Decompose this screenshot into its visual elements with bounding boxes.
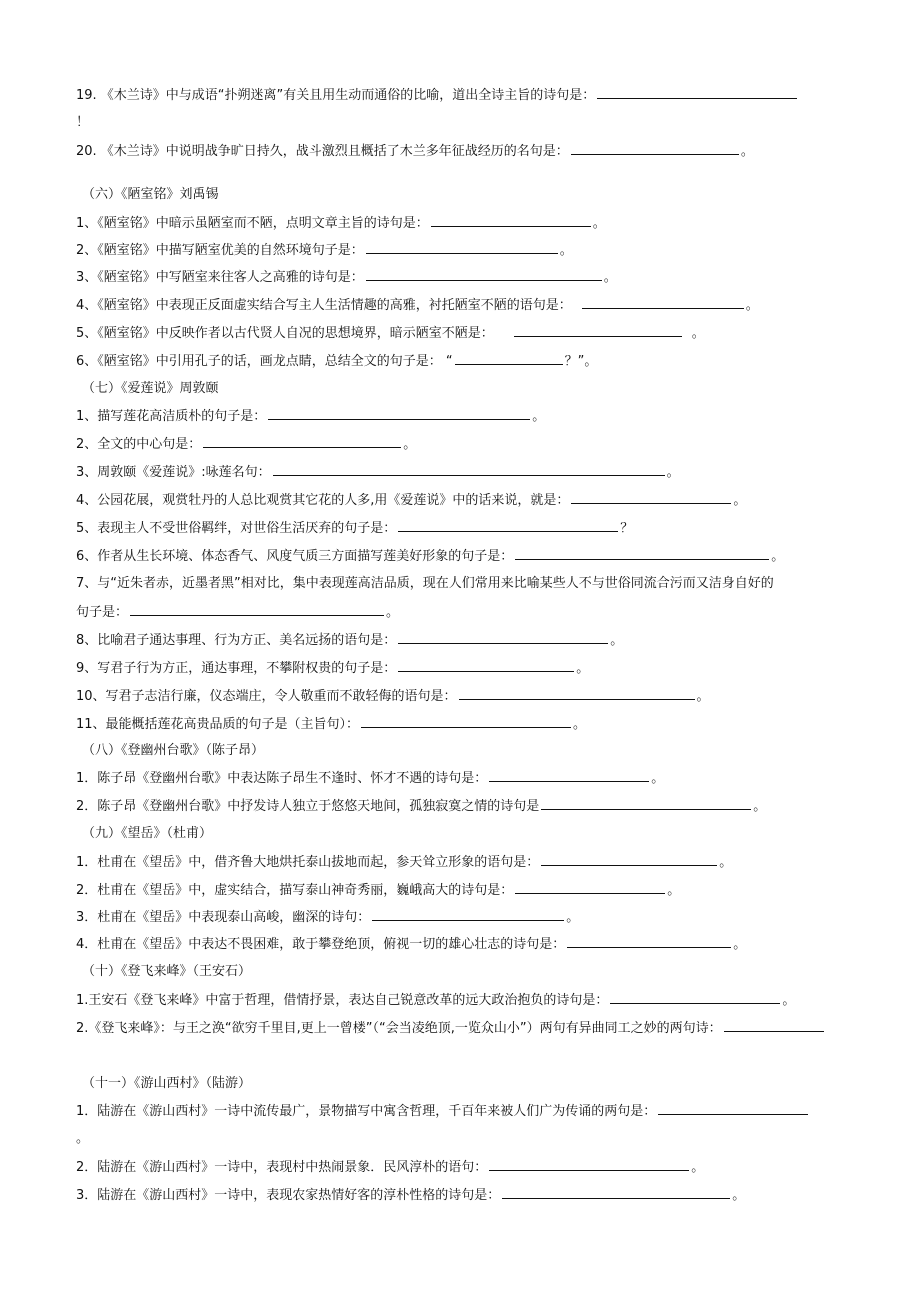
question-item [76,991,795,1010]
question-text: 1．杜甫在《望岳》中，借齐鲁大地烘托泰山拔地而起，参天耸立形象的语句是： [76,855,540,870]
line-end: 。 [740,144,754,159]
question-item [76,603,399,622]
line-end: 。 [403,437,417,452]
question-text: 2、《陋室铭》中描写陋室优美的自然环境句子是： [76,243,364,258]
question-text: 1.王安石《登飞来峰》中富于哲理，借情抒景，表达自己锐意改革的远大政治抱负的诗句是： [76,993,609,1008]
question-item [76,268,617,287]
answer-blank[interactable] [515,881,665,894]
line-end: 。 [603,270,617,285]
section-heading: （七）《爱莲说》周敦颐 [82,381,219,396]
answer-blank[interactable] [372,908,564,921]
line-end: 。 [573,717,587,732]
question-text: 1、《陋室铭》中暗示虽陋室而不陋，点明文章主旨的诗句是： [76,216,429,231]
question-item [76,881,680,900]
line-end: 。 [719,855,733,870]
line-end: 。 [696,689,710,704]
line-end: 。 [532,409,546,424]
line-end: 。 [566,910,580,925]
answer-blank[interactable] [431,214,591,227]
question-text: 6、《陋室铭》中引用孔子的话，画龙点睛，总结全文的句子是： “ [76,354,453,369]
question-text: 19. 《木兰诗》中与成语“扑朔迷离”有关且用生动而通俗的比喻，道出全诗主旨的诗句是： [76,88,596,103]
answer-blank[interactable] [398,659,574,672]
question-item [76,214,606,233]
question-text: 3、周敦颐《爱莲说》:咏莲名句： [76,465,271,480]
question-item [76,575,774,593]
line-end: ？”。 [564,354,598,369]
question-item [76,715,586,734]
question-text: 10、写君子志洁行廉，仪态端庄，令人敬重而不敢轻侮的语句是： [76,689,457,704]
answer-blank[interactable] [398,631,608,644]
question-item [76,769,664,788]
question-text: 4．杜甫在《望岳》中表达不畏困难，敢于攀登绝顶，俯视一切的雄心壮志的诗句是： [76,937,566,952]
question-item [76,1158,704,1177]
answer-blank[interactable] [541,853,717,866]
question-item [76,935,746,954]
line-end: 。 [76,1131,90,1146]
line-end: 。 [691,1160,705,1175]
question-item [76,352,597,371]
question-text: 1．陆游在《游山西村》一诗中流传最广，景物描写中寓含哲理，千百年来被人们广为传诵的两句是： [76,1104,657,1119]
question-item [76,463,680,482]
question-text: 6、作者从生长环境、体态香气、风度气质三方面描写莲美好形象的句子是： [76,549,514,564]
line-end: 。 [666,465,680,480]
question-text: 句子是： [76,605,129,620]
answer-blank[interactable] [268,407,530,420]
question-19-end [76,114,89,132]
question-item [76,853,732,872]
answer-blank[interactable] [724,1019,824,1032]
question-item [76,687,710,706]
question-text: 2.《登飞来峰》：与王之涣“欲穷千里目,更上一曾楼”（“会当凌绝顶,一览众山小”）两句有异曲同工之妙的两句诗： [76,1021,722,1036]
section-heading: （六）《陋室铭》刘禹锡 [82,187,219,202]
line-end: 。 [733,493,747,508]
answer-blank[interactable] [489,1158,689,1171]
question-item [76,435,416,454]
question-item [76,631,623,650]
answer-blank[interactable] [455,352,563,365]
answer-blank[interactable] [582,296,744,309]
question-text: 4、《陋室铭》中表现正反面虚实结合写主人生活情趣的高雅，衬托陋室不陋的语句是： [76,298,572,313]
line-end: 。 [667,883,681,898]
question-text: 9、写君子行为方正，通达事理，不攀附权贵的句子是： [76,661,397,676]
question-text: 3．杜甫在《望岳》中表现泰山高峻，幽深的诗句： [76,910,371,925]
answer-blank[interactable] [361,715,571,728]
question-item [76,491,746,510]
answer-blank[interactable] [514,324,682,337]
question-item [76,519,633,538]
question-item [76,547,784,566]
question-text: 1、描写莲花高洁质朴的句子是： [76,409,267,424]
question-text: 2、全文的中心句是： [76,437,202,452]
question-text: 7、与“近朱者赤，近墨者黑”相对比，集中表现莲高洁品质，现在人们常用来比喻某些人不与世俗同流合污而又洁身自好的 [76,576,774,591]
answer-blank[interactable] [515,547,769,560]
question-item [76,908,579,927]
answer-blank[interactable] [489,769,649,782]
line-end: 。 [782,993,796,1008]
line-end: 。 [771,549,785,564]
question-item [76,659,589,678]
question-text: 3、《陋室铭》中写陋室来往客人之高雅的诗句是： [76,270,364,285]
question-text: 5、表现主人不受世俗羁绊，对世俗生活厌弃的句子是： [76,521,397,536]
question-item [76,1186,745,1205]
line-end: 。 [610,633,624,648]
line-end: 。 [592,216,606,231]
question-text: 1．陈子昂《登幽州台歌》中表达陈子昂生不逢时、怀才不遇的诗句是： [76,771,488,786]
answer-blank[interactable] [610,991,780,1004]
question-text: 4、公园花展，观赏牡丹的人总比观赏其它花的人多,用《爱莲说》中的话来说，就是： [76,493,570,508]
line-end: 。 [745,298,759,313]
section-heading: （九）《望岳》（杜甫） [82,826,213,841]
question-text: 3．陆游在《游山西村》一诗中，表现农家热情好客的淳朴性格的诗句是： [76,1188,501,1203]
question-20 [76,142,754,161]
line-end: 。 [576,661,590,676]
answer-blank[interactable] [502,1186,730,1199]
question-item [76,797,766,816]
line-end: ？ [620,521,634,536]
answer-blank[interactable] [567,935,731,948]
answer-blank[interactable] [541,797,751,810]
question-text: 5、《陋室铭》中反映作者以古代贤人自况的思想境界，暗示陋室不陋是： [76,326,494,341]
question-item [76,296,759,315]
question-item [76,241,573,260]
question-item [76,407,545,426]
section-heading: （八）《登幽州台歌》（陈子昂） [82,743,265,758]
answer-blank[interactable] [571,142,739,155]
line-end: 。 [732,1188,746,1203]
answer-blank[interactable] [571,491,731,504]
question-text: 11、最能概括莲花高贵品质的句子是（主旨句）： [76,717,360,732]
section-heading: （十）《登飞来峰》（王安石） [82,964,252,979]
answer-blank[interactable] [366,268,602,281]
line-end: 。 [691,326,705,341]
answer-blank[interactable] [398,519,618,532]
answer-blank[interactable] [203,435,401,448]
line-end: 。 [651,771,665,786]
question-item [76,1102,810,1121]
question-text: 2．杜甫在《望岳》中，虚实结合，描写泰山神奇秀丽，巍峨高大的诗句是： [76,883,514,898]
line-end: 。 [733,937,747,952]
question-item-continuation [76,1130,89,1148]
question-text: 20. 《木兰诗》中说明战争旷日持久，战斗激烈且概括了木兰多年征战经历的名句是： [76,144,569,159]
answer-blank[interactable] [273,463,665,476]
answer-blank[interactable] [459,687,695,700]
answer-blank[interactable] [597,86,797,99]
answer-blank[interactable] [658,1102,808,1115]
question-text: 8、比喻君子通达事理、行为方正、美名远扬的语句是： [76,633,397,648]
question-item [76,324,705,343]
question-19 [76,86,799,105]
line-end: 。 [753,799,767,814]
answer-blank[interactable] [130,603,384,616]
question-text: 2．陈子昂《登幽州台歌》中抒发诗人独立于悠悠天地间，孤独寂寞之情的诗句是 [76,799,540,814]
question-text: 2．陆游在《游山西村》一诗中，表现村中热闹景象．民风淳朴的语句： [76,1160,488,1175]
line-end: 。 [559,243,573,258]
question-item [76,1019,826,1038]
section-heading: （十一）《游山西村》（陆游） [82,1076,252,1091]
line-end: 。 [386,605,400,620]
answer-blank[interactable] [366,241,558,254]
line-end: ！ [76,115,90,130]
